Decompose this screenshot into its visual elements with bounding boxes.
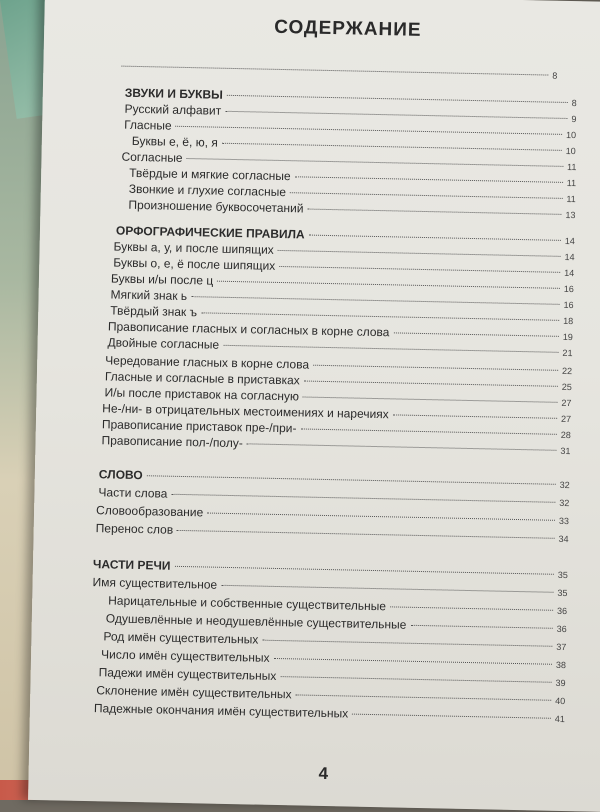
toc-entry-title: СЛОВО [98,467,143,483]
dot-leader [247,443,557,450]
dot-leader [147,475,556,485]
dot-leader [393,414,557,418]
book-page [28,0,600,812]
toc-entry-page: 28 [560,429,571,441]
toc-entry-title: И/ы после приставок на согласную [104,385,300,404]
dot-leader [410,625,552,629]
toc-entry-page: 11 [566,193,576,205]
toc-entry-page: 21 [562,347,573,359]
page-title: СОДЕРЖАНИЕ [274,16,422,41]
dot-leader [300,428,556,434]
toc-entry-title: Произношение буквосочетаний [128,197,304,216]
toc-entry-page: 8 [571,98,577,109]
toc-entry-page: 32 [559,479,570,491]
toc-entry-title: Правописание приставок пре-/при- [101,417,297,436]
dot-leader [303,396,558,402]
dot-leader [121,66,548,76]
toc-entry-title: Число имён существительных [100,647,270,665]
dot-leader [393,332,558,336]
toc-entry-title: Звонкие и глухие согласные [128,181,287,200]
toc-entry-page: 33 [558,515,570,527]
toc-entry-page: 11 [566,161,577,173]
toc-entry-page: 22 [562,365,573,377]
toc-entry-title: Имя существительное [92,575,218,592]
dot-leader [174,566,553,575]
toc-entry-title: ОРФОГРАФИЧЕСКИЕ ПРАВИЛА [115,223,305,242]
toc-entry-page: 18 [563,315,574,327]
toc-entry-page: 10 [565,145,576,157]
toc-entry-title: Части слова [98,485,168,501]
dot-leader [191,296,559,305]
toc-entry [117,62,557,87]
toc-entry-title: Нарицательные и собственные существительные [108,593,387,614]
toc-entry-page: 13 [565,209,576,221]
toc-entry-page: 25 [561,381,572,393]
dot-leader [221,585,553,593]
dot-leader [279,266,560,273]
toc-entry-title: Падежные окончания имён существительных [93,701,349,721]
dot-leader [390,606,553,610]
dot-leader [201,312,559,321]
toc-entry-page: 14 [564,235,575,247]
toc-entry-page: 36 [556,605,568,617]
toc-entry-title: Правописание пол-/полу- [101,433,243,451]
dot-leader [280,676,551,683]
toc-entry-title: Одушевлённые и неодушевлённые существительные [105,611,407,632]
dot-leader [309,235,561,241]
dot-leader [217,281,560,289]
toc-entry-title: Согласные [121,149,183,165]
toc-entry-title: Перенос слов [95,521,174,537]
toc-entry-title: Двойные согласные [107,335,220,352]
toc-entry-page: 27 [561,397,572,409]
dot-leader [295,176,563,183]
dot-leader [278,250,561,257]
toc-entry-page: 11 [566,177,577,189]
toc-entry-page: 16 [563,299,574,311]
toc-entry-page: 16 [563,283,574,295]
toc-entry-page: 36 [556,623,567,635]
toc-entry-page: 10 [565,129,577,141]
dot-leader [274,658,552,665]
toc-entry-page: 14 [564,267,575,279]
toc-entry-title: Буквы е, ё, ю, я [131,133,219,150]
toc-entry-title: Не-/ни- в отрицательных местоимениях и наречиях [102,401,389,422]
dot-leader [307,209,561,215]
toc-entry-page: 19 [562,331,573,343]
toc-entry-title: Склонение имён существительных [96,683,292,702]
dot-leader [177,530,554,539]
dot-leader [176,126,562,135]
toc-entry-title: Мягкий знак ь [110,287,188,304]
toc-entry-title: Падежи имён существительных [98,665,277,683]
table-of-contents [28,0,600,802]
toc-entry-title: Гласные и согласные в приставках [104,369,300,388]
dot-leader [262,640,552,647]
dot-leader [207,513,555,521]
page-number: 4 [318,763,329,784]
toc-entry-title: Буквы о, е, ё после шипящих [113,255,276,273]
toc-entry-title: Твёрдый знак ъ [110,303,198,320]
dot-leader [352,714,551,719]
dot-leader [313,365,558,371]
dot-leader [296,694,552,700]
dot-leader [223,345,558,353]
toc-entry-page: 41 [554,713,565,725]
dot-leader [171,494,555,503]
dot-leader [304,381,558,387]
toc-entry-page: 35 [557,569,568,581]
toc-entry-page: 27 [561,413,572,425]
toc-entry-title: Русский алфавит [124,101,222,118]
toc-entry-title: Буквы а, у, и после шипящих [113,239,274,257]
toc-entry-page: 8 [552,70,558,81]
dot-leader [222,143,562,151]
dot-leader [225,111,567,119]
toc-entry-page: 39 [555,677,566,689]
toc-entry-title: ЗВУКИ И БУКВЫ [124,85,223,102]
toc-entry-title: Род имён существительных [103,629,259,647]
toc-entry-title: Гласные [124,117,172,133]
toc-entry-title: ЧАСТИ РЕЧИ [92,557,171,573]
toc-entry-title: Буквы и/ы после ц [110,271,214,288]
toc-entry-title: Твёрдые и мягкие согласные [129,165,291,184]
toc-entry-page: 38 [555,659,567,671]
toc-entry-page: 37 [556,641,567,653]
toc-entry-title: Чередование гласных в корне слова [105,353,310,372]
toc-entry-page: 14 [564,251,575,263]
toc-entry-page: 35 [557,587,568,599]
toc-entry-title: Правописание гласных и согласных в корне слова [107,319,390,340]
dot-leader [290,192,562,199]
toc-entry-page: 31 [560,445,571,457]
toc-entry-page: 40 [555,695,566,707]
toc-entry-page: 34 [558,533,569,545]
dot-leader [187,158,564,167]
toc-entry-page: 9 [571,114,577,125]
toc-entry-page: 32 [559,497,570,509]
toc-entry-title: Словообразование [95,503,204,520]
dot-leader [227,95,568,103]
